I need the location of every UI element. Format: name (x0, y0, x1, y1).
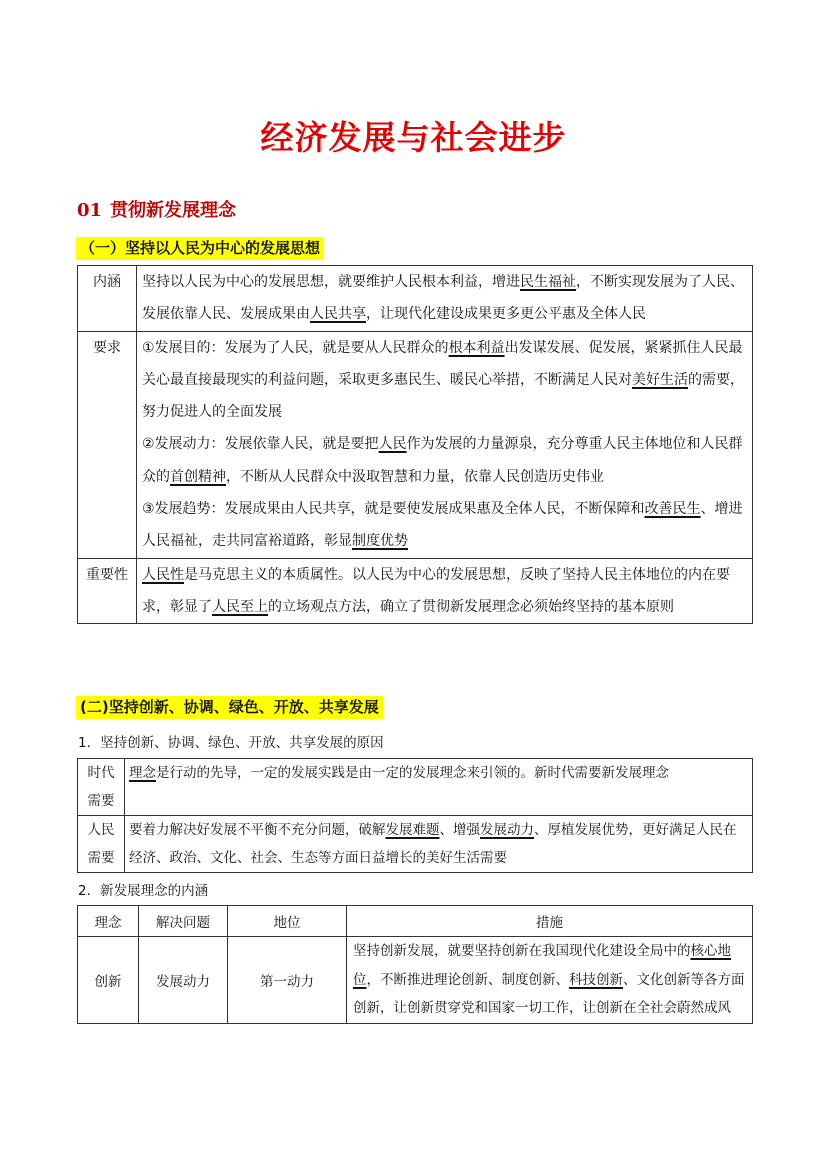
key-term: 人民至上 (212, 598, 268, 615)
reasons-table (77, 758, 753, 873)
table-header-row (78, 906, 753, 937)
key-term: 发展动力 (480, 822, 534, 838)
problem-cell: 发展动力 (139, 937, 228, 1024)
key-term: 核心地位 (353, 943, 731, 988)
column-header: 解决问题 (139, 906, 228, 937)
column-header: 地位 (228, 906, 347, 937)
column-header: 措施 (347, 906, 753, 937)
key-term: 理念 (129, 765, 156, 781)
table-row (78, 558, 753, 624)
table-row (78, 331, 753, 558)
row-key: 人民需要 (78, 816, 125, 873)
row-content: 理念是行动的先导，一定的发展实践是由一定的发展理念来引领的。新时代需要新发展理念 (125, 759, 753, 816)
table-row (78, 937, 753, 1024)
key-term: 根本利益 (448, 339, 505, 356)
people-centered-table (77, 265, 753, 624)
key-term: 人民共享 (310, 306, 366, 323)
row-content: ①发展目的：发展为了人民，就是要从人民群众的根本利益出发谋发展、促发展，紧紧抓住人民最关心最直接最现实的利益问题，采取更多惠民生、暖民心举措，不断满足人民对美好生活的需要，努力促进人的全面发展 ②发展动力：发展依靠人民，就是要把人民作为发展的力量源泉，充分尊重人民主体地位和人民群众的首创精神，不断从人民群众中汲取智慧和力量，依靠人民创造历史伟业 ③发展趋势：发展成果由人民共享，就是要使发展成果惠及全体人民，不断保障和改善民生、增进人民福祉，走共同富裕道路，彰显制度优势 (137, 331, 753, 558)
row-key: 重要性 (78, 558, 137, 624)
subheading-reasons: 1．坚持创新、协调、绿色、开放、共享发展的原因 (78, 735, 384, 751)
key-term: 人民 (378, 436, 407, 453)
key-term: 改善民生 (644, 501, 701, 518)
key-term: 科技创新 (569, 971, 623, 988)
concept-table (77, 905, 753, 1024)
key-term: 美好生活 (632, 371, 688, 388)
key-term: 首创精神 (170, 468, 226, 485)
key-term: 民生福祉 (520, 274, 576, 290)
column-header: 理念 (78, 906, 139, 937)
row-content: 要着力解决好发展不平衡不充分问题，破解发展难题、增强发展动力、厚植发展优势，更好满足人民在经济、政治、文化、社会、生态等方面日益增长的美好生活需要 (125, 816, 753, 873)
key-term: 发展难题 (385, 822, 440, 838)
section-number: 01 (77, 200, 103, 221)
page-title: 经济发展与社会进步 (260, 118, 567, 157)
row-content: 坚持以人民为中心的发展思想，就要维护人民根本利益，增进民生福祉，不断实现发展为了人民、发展依靠人民、发展成果由人民共享，让现代化建设成果更多更公平惠及全体人民 (137, 266, 753, 332)
part1-heading: （一）坚持以人民为中心的发展思想 (76, 237, 324, 260)
section-heading (77, 196, 236, 222)
status-cell: 第一动力 (228, 937, 347, 1024)
subheading-connotation: 2．新发展理念的内涵 (78, 883, 209, 899)
measures-cell: 坚持创新发展，就要坚持创新在我国现代化建设全局中的核心地位，不断推进理论创新、制度创新、科技创新、文化创新等各方面创新，让创新贯穿党和国家一切工作，让创新在全社会蔚然成风 (347, 937, 753, 1024)
table-row (78, 759, 753, 816)
section-label: 贯彻新发展理念 (110, 200, 237, 221)
row-key: 内涵 (78, 266, 137, 332)
part2-heading: (二)坚持创新、协调、绿色、开放、共享发展 (76, 696, 383, 719)
table-row (78, 816, 753, 873)
table-row (78, 266, 753, 332)
row-key: 要求 (78, 331, 137, 558)
key-term: 人民性 (142, 566, 184, 583)
concept-cell: 创新 (78, 937, 139, 1024)
row-content: 人民性是马克思主义的本质属性。以人民为中心的发展思想，反映了坚持人民主体地位的内在要求，彰显了人民至上的立场观点方法，确立了贯彻新发展理念必须始终坚持的基本原则 (137, 558, 753, 624)
key-term: 制度优势 (352, 533, 408, 550)
row-key: 时代需要 (78, 759, 125, 816)
